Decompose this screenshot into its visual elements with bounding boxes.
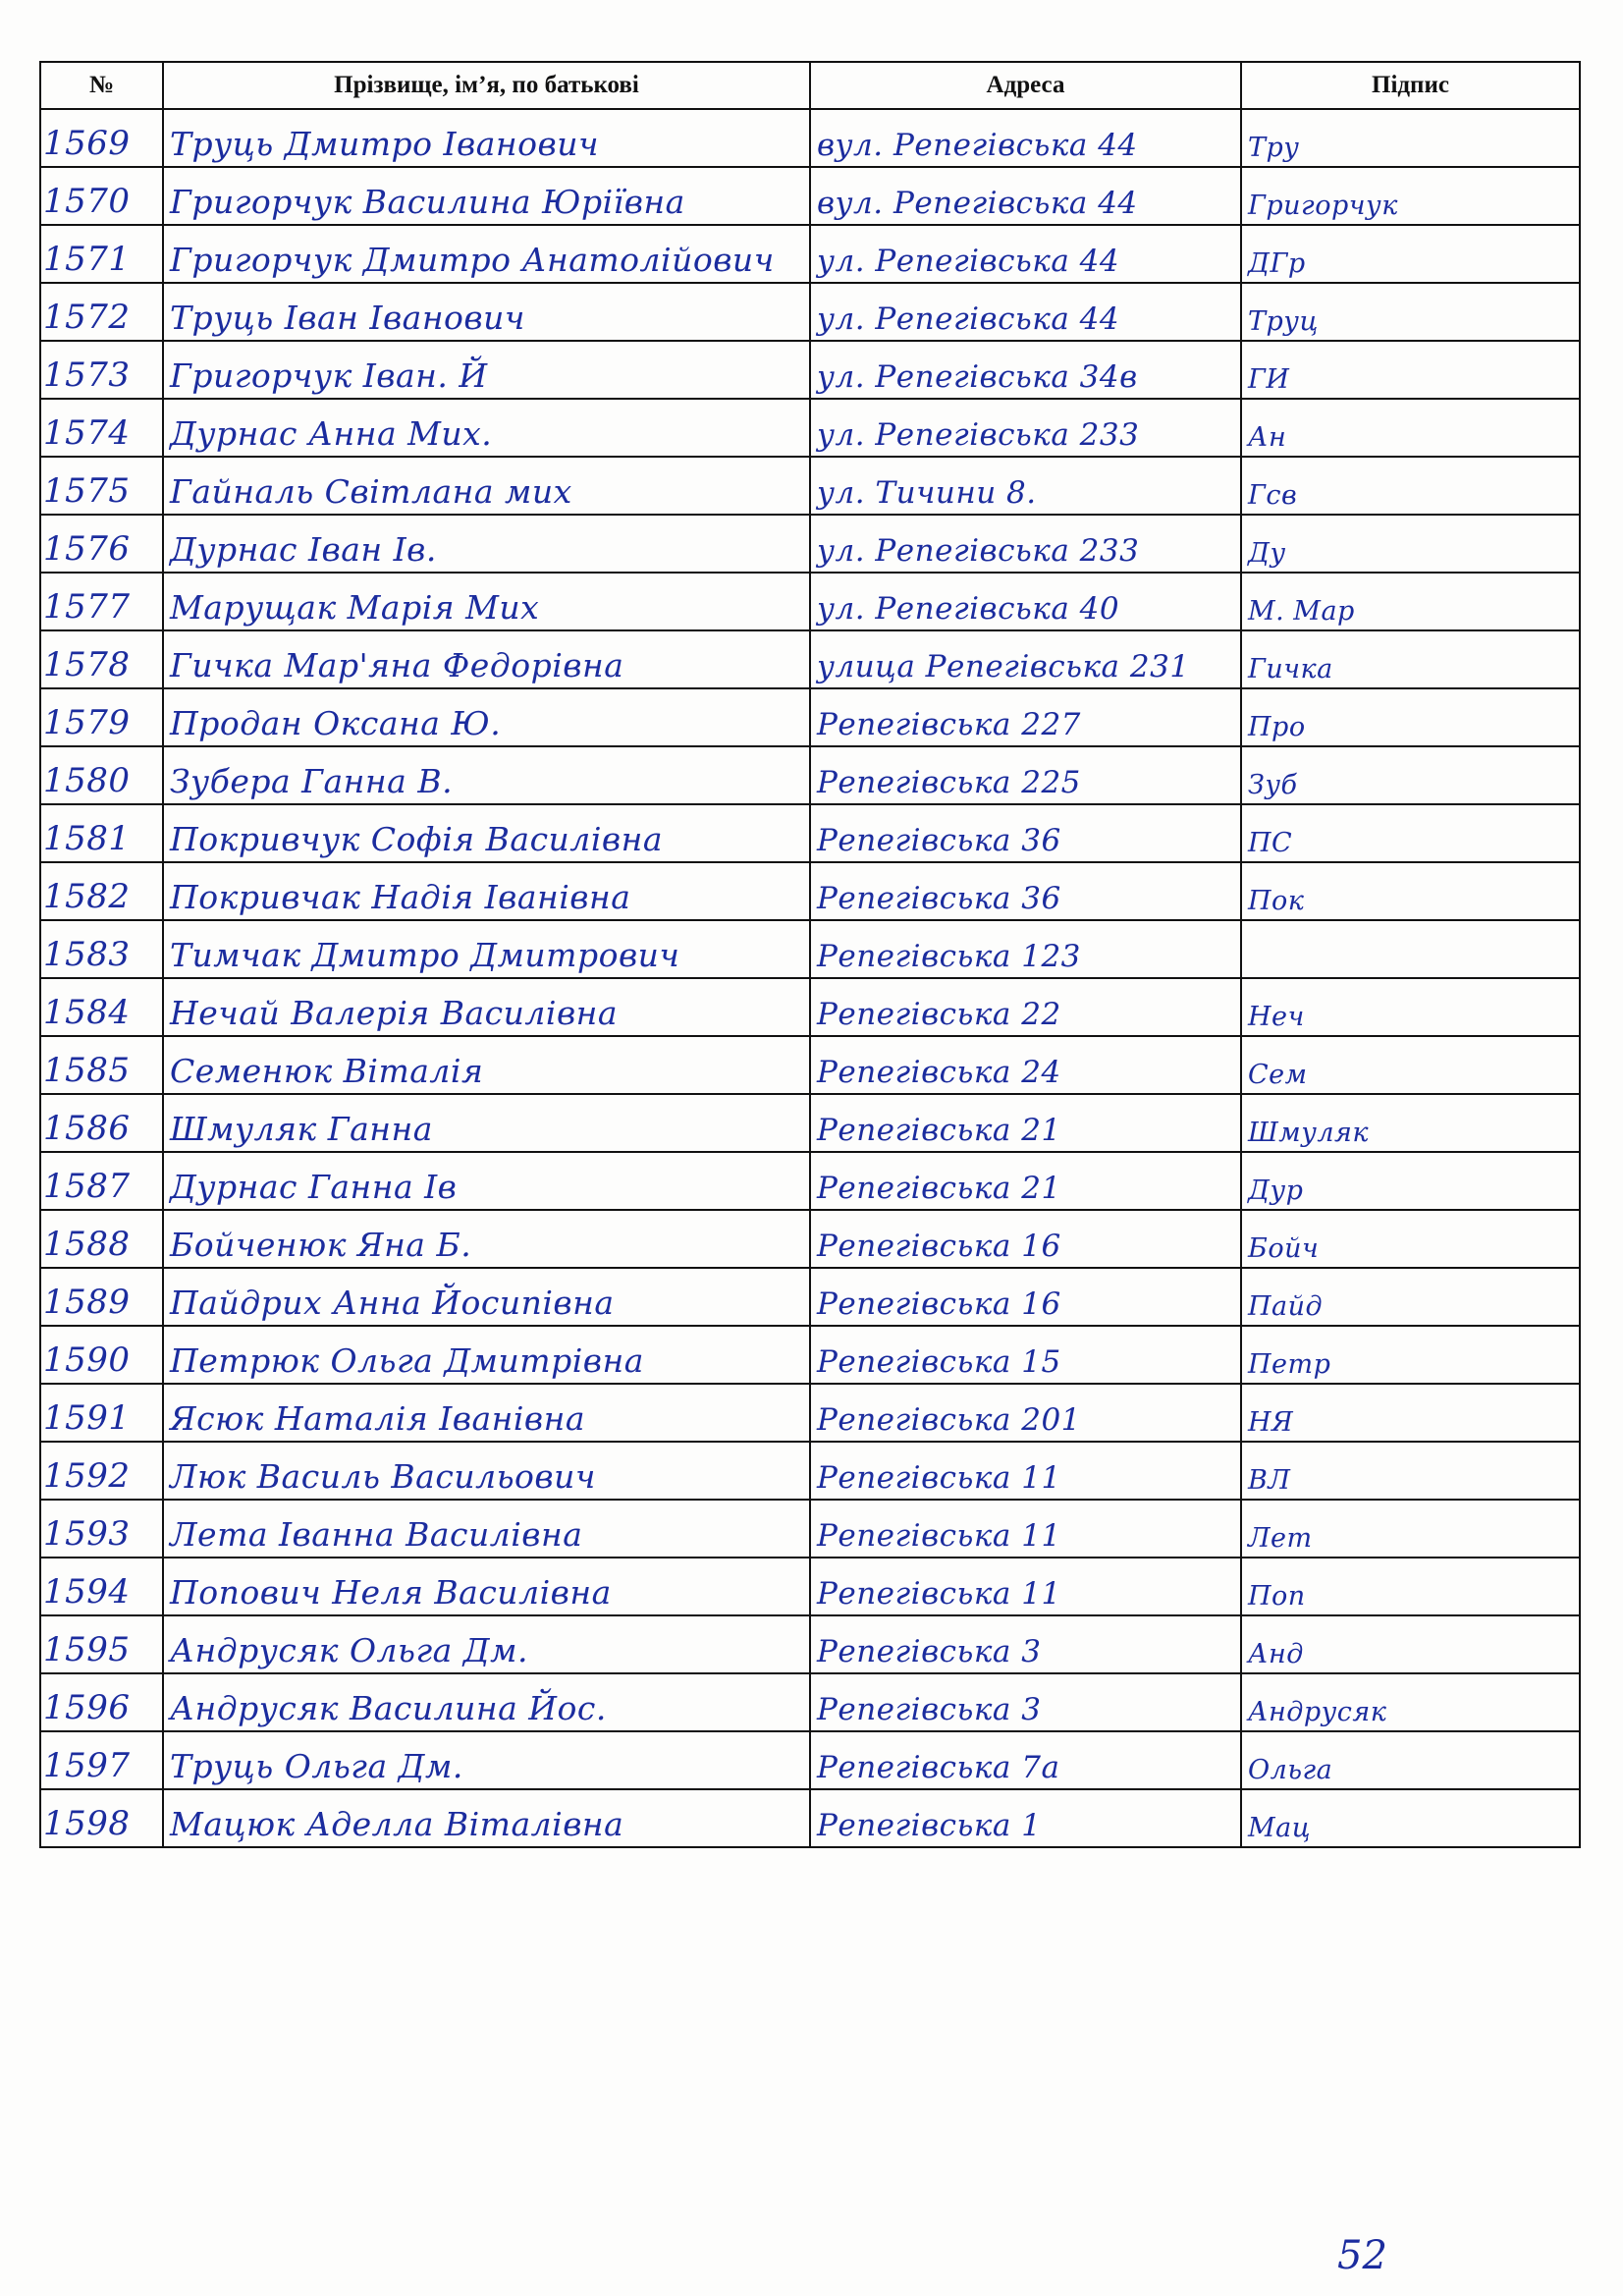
row-number: 1569 <box>41 110 164 166</box>
table-row <box>41 110 1579 168</box>
table-row <box>41 516 1579 574</box>
row-full-name: Люк Василь Васильович <box>164 1443 811 1499</box>
row-full-name: Семенюк Віталія <box>164 1037 811 1093</box>
row-number: 1574 <box>41 400 164 456</box>
row-number: 1598 <box>41 1790 164 1846</box>
row-number: 1595 <box>41 1616 164 1672</box>
row-full-name: Бойченюк Яна Б. <box>164 1211 811 1267</box>
row-signature: ГИ <box>1248 364 1290 395</box>
row-address: Репегівська 1 <box>811 1790 1242 1846</box>
row-address: ул. Репегівська 44 <box>811 226 1242 282</box>
row-number: 1571 <box>41 226 164 282</box>
table-body <box>41 110 1579 1848</box>
table-row <box>41 631 1579 689</box>
row-signature: Труц <box>1248 306 1319 337</box>
row-full-name: Труць Іван Іванович <box>164 284 811 340</box>
row-address: Репегівська 16 <box>811 1269 1242 1325</box>
table-row <box>41 805 1579 863</box>
row-number: 1583 <box>41 921 164 977</box>
header-number: № <box>41 63 164 108</box>
row-signature: Мац <box>1248 1813 1312 1843</box>
row-address: вул. Репегівська 44 <box>811 168 1242 224</box>
row-number: 1585 <box>41 1037 164 1093</box>
row-signature: НЯ <box>1248 1407 1294 1438</box>
row-signature: М. Мар <box>1248 596 1355 627</box>
header-name: Прізвище, ім’я, по батькові <box>164 63 811 108</box>
row-address: Репегівська 3 <box>811 1616 1242 1672</box>
row-full-name: Шмуляк Ганна <box>164 1095 811 1151</box>
table-row <box>41 1443 1579 1501</box>
table-row <box>41 1674 1579 1732</box>
table-row <box>41 342 1579 400</box>
row-address: Репегівська 15 <box>811 1327 1242 1383</box>
row-address: Репегівська 36 <box>811 805 1242 861</box>
row-address: ул. Репегівська 44 <box>811 284 1242 340</box>
table-row <box>41 1616 1579 1674</box>
row-number: 1584 <box>41 979 164 1035</box>
row-signature: Неч <box>1248 1002 1305 1032</box>
row-number: 1572 <box>41 284 164 340</box>
table-row <box>41 689 1579 747</box>
row-address: улица Репегівська 231 <box>811 631 1242 687</box>
row-full-name: Труць Дмитро Іванович <box>164 110 811 166</box>
row-number: 1587 <box>41 1153 164 1209</box>
row-address: ул. Репегівська 40 <box>811 574 1242 629</box>
table-row <box>41 226 1579 284</box>
row-full-name: Ясюк Наталія Іванівна <box>164 1385 811 1441</box>
row-address: ул. Репегівська 233 <box>811 516 1242 572</box>
row-full-name: Гайналь Світлана мих <box>164 458 811 514</box>
row-full-name: Зубера Ганна В. <box>164 747 811 803</box>
row-full-name: Григорчук Іван. Й <box>164 342 811 398</box>
row-address: Репегівська 11 <box>811 1501 1242 1557</box>
row-number: 1593 <box>41 1501 164 1557</box>
table-row <box>41 1211 1579 1269</box>
row-number: 1579 <box>41 689 164 745</box>
header-address: Адреса <box>811 63 1242 108</box>
row-full-name: Андрусяк Ольга Дм. <box>164 1616 811 1672</box>
table-row <box>41 574 1579 631</box>
table-row <box>41 747 1579 805</box>
table-row <box>41 1153 1579 1211</box>
page-number: 52 <box>1337 2233 1387 2278</box>
row-address: ул. Тичини 8. <box>811 458 1242 514</box>
row-signature: Про <box>1248 712 1306 742</box>
row-address: Репегівська 21 <box>811 1095 1242 1151</box>
table-header-row <box>41 63 1579 110</box>
row-number: 1575 <box>41 458 164 514</box>
row-number: 1580 <box>41 747 164 803</box>
row-full-name: Нечай Валерія Василівна <box>164 979 811 1035</box>
row-address: Репегівська 227 <box>811 689 1242 745</box>
row-full-name: Лета Іванна Василівна <box>164 1501 811 1557</box>
row-number: 1594 <box>41 1558 164 1614</box>
row-number: 1588 <box>41 1211 164 1267</box>
row-signature: Бойч <box>1248 1233 1320 1264</box>
row-signature: Дур <box>1248 1175 1304 1206</box>
row-signature: Тру <box>1248 133 1300 163</box>
row-number: 1578 <box>41 631 164 687</box>
row-full-name: Покривчук Софія Василівна <box>164 805 811 861</box>
row-number: 1573 <box>41 342 164 398</box>
row-full-name: Григорчук Василина Юріївна <box>164 168 811 224</box>
row-address: Репегівська 11 <box>811 1558 1242 1614</box>
row-full-name: Григорчук Дмитро Анатолійович <box>164 226 811 282</box>
row-signature: Зуб <box>1248 770 1298 800</box>
row-address: Репегівська 24 <box>811 1037 1242 1093</box>
row-signature: ВЛ <box>1248 1465 1291 1496</box>
table-row <box>41 1732 1579 1790</box>
row-signature: Петр <box>1248 1349 1331 1380</box>
table-row <box>41 284 1579 342</box>
row-signature: Андрусяк <box>1248 1697 1387 1727</box>
header-signature: Підпис <box>1372 72 1449 98</box>
row-signature: Шмуляк <box>1248 1118 1370 1148</box>
table-row <box>41 1501 1579 1558</box>
row-number: 1586 <box>41 1095 164 1151</box>
row-address: Репегівська 16 <box>811 1211 1242 1267</box>
row-signature: Сем <box>1248 1060 1308 1090</box>
row-signature: Пок <box>1248 886 1305 916</box>
row-signature: Пайд <box>1248 1291 1324 1322</box>
row-full-name: Покривчак Надія Іванівна <box>164 863 811 919</box>
row-full-name: Труць Ольга Дм. <box>164 1732 811 1788</box>
row-signature: Гсв <box>1248 480 1298 511</box>
table-row <box>41 1095 1579 1153</box>
row-full-name: Попович Неля Василівна <box>164 1558 811 1614</box>
row-full-name: Тимчак Дмитро Дмитрович <box>164 921 811 977</box>
row-signature: ДГр <box>1248 248 1306 279</box>
row-address: Репегівська 21 <box>811 1153 1242 1209</box>
row-address: Репегівська 201 <box>811 1385 1242 1441</box>
row-address: ул. Репегівська 233 <box>811 400 1242 456</box>
row-full-name: Дурнас Анна Мих. <box>164 400 811 456</box>
row-address: Репегівська 3 <box>811 1674 1242 1730</box>
table-row <box>41 400 1579 458</box>
row-signature: Лет <box>1248 1523 1313 1554</box>
row-number: 1581 <box>41 805 164 861</box>
row-signature <box>1242 921 1579 977</box>
table-row <box>41 1385 1579 1443</box>
row-number: 1577 <box>41 574 164 629</box>
row-full-name: Дурнас Ганна Ів <box>164 1153 811 1209</box>
table-row <box>41 921 1579 979</box>
row-full-name: Гичка Мар'яна Федорівна <box>164 631 811 687</box>
row-full-name: Марущак Марія Мих <box>164 574 811 629</box>
table-row <box>41 863 1579 921</box>
table-row <box>41 979 1579 1037</box>
table-row <box>41 1790 1579 1848</box>
row-full-name: Пайдрих Анна Йосипівна <box>164 1269 811 1325</box>
row-number: 1591 <box>41 1385 164 1441</box>
table-row <box>41 1269 1579 1327</box>
row-signature: Ан <box>1248 422 1287 453</box>
table-row <box>41 1037 1579 1095</box>
row-number: 1592 <box>41 1443 164 1499</box>
row-signature: Григорчук <box>1248 191 1398 221</box>
row-signature: Ольга <box>1248 1755 1333 1785</box>
row-signature: ПС <box>1248 828 1293 858</box>
row-signature: Анд <box>1248 1639 1304 1669</box>
row-full-name: Дурнас Іван Ів. <box>164 516 811 572</box>
table-row <box>41 1327 1579 1385</box>
row-number: 1582 <box>41 863 164 919</box>
row-full-name: Мацюк Аделла Віталівна <box>164 1790 811 1846</box>
row-address: Репегівська 7а <box>811 1732 1242 1788</box>
table-row <box>41 168 1579 226</box>
row-signature: Гичка <box>1248 654 1333 684</box>
row-address: Репегівська 123 <box>811 921 1242 977</box>
row-number: 1570 <box>41 168 164 224</box>
row-full-name: Андрусяк Василина Йос. <box>164 1674 811 1730</box>
signature-table <box>39 61 1581 1848</box>
row-number: 1597 <box>41 1732 164 1788</box>
row-address: Репегівська 22 <box>811 979 1242 1035</box>
row-address: Репегівська 36 <box>811 863 1242 919</box>
row-full-name: Продан Оксана Ю. <box>164 689 811 745</box>
table-row <box>41 458 1579 516</box>
row-number: 1576 <box>41 516 164 572</box>
row-address: Репегівська 11 <box>811 1443 1242 1499</box>
row-full-name: Петрюк Ольга Дмитрівна <box>164 1327 811 1383</box>
table-row <box>41 1558 1579 1616</box>
row-signature: Ду <box>1248 538 1286 569</box>
row-address: вул. Репегівська 44 <box>811 110 1242 166</box>
row-signature: Поп <box>1248 1581 1306 1612</box>
row-number: 1590 <box>41 1327 164 1383</box>
row-address: ул. Репегівська 34в <box>811 342 1242 398</box>
row-number: 1589 <box>41 1269 164 1325</box>
row-address: Репегівська 225 <box>811 747 1242 803</box>
row-number: 1596 <box>41 1674 164 1730</box>
